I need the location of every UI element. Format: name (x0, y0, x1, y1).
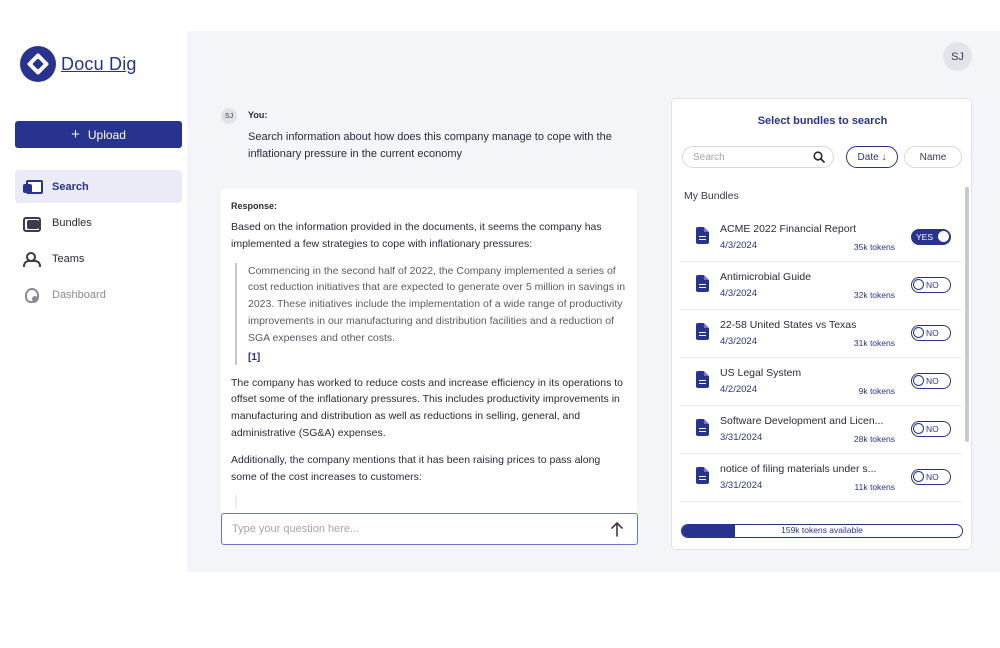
response-paragraph: Based on the information provided in the documents, it seems the company has implemented a few strategies to cope with inflationary pressures: (231, 221, 602, 250)
search-icon[interactable] (813, 151, 825, 163)
bundle-tokens: 32k tokens (853, 290, 895, 300)
sidebar-nav (15, 170, 182, 314)
section-label: My Bundles (684, 190, 739, 202)
sort-name-button[interactable]: Name (904, 146, 962, 168)
response-quote (235, 263, 627, 365)
bundle-tokens: 9k tokens (858, 386, 895, 396)
bundle-list (680, 214, 962, 502)
response-label: Response: (231, 201, 278, 211)
bundle-toggle[interactable] (911, 277, 951, 293)
question-speaker: You: (248, 110, 268, 120)
sidebar-item-label: Search (52, 180, 89, 193)
bundle-name: Software Development and Licen... (720, 415, 884, 427)
bundle-date: 4/3/2024 (720, 240, 757, 251)
bundle-row[interactable] (680, 214, 962, 262)
sort-date-button[interactable]: Date ↓ (846, 146, 898, 168)
search-icon (23, 180, 41, 194)
sidebar-item-bundles[interactable] (15, 206, 182, 239)
response-card (221, 189, 637, 514)
tokens-available-label: 159k tokens available (781, 525, 863, 535)
bundle-search-input[interactable] (693, 152, 803, 163)
bundle-name: US Legal System (720, 367, 802, 379)
sidebar-item-label: Bundles (52, 216, 92, 229)
bundle-date: 4/2/2024 (720, 384, 757, 395)
bundle-search-box[interactable] (682, 146, 834, 168)
bundle-row[interactable] (680, 358, 962, 406)
send-icon[interactable] (610, 521, 624, 537)
bundle-row[interactable] (680, 406, 962, 454)
bundle-toggle[interactable] (911, 229, 951, 245)
toggle-label: NO (926, 472, 939, 482)
toggle-label: NO (926, 280, 939, 290)
upload-button[interactable] (15, 121, 182, 148)
citation-link[interactable]: [1] (248, 351, 261, 363)
question-input-box[interactable] (221, 513, 638, 545)
plus-icon: + (71, 126, 80, 143)
document-icon (696, 227, 709, 244)
bundle-date: 3/31/2024 (720, 432, 763, 443)
bundle-name: ACME 2022 Financial Report (720, 223, 856, 235)
sidebar (0, 0, 187, 572)
bundle-name: Antimicrobial Guide (720, 271, 812, 283)
document-icon (696, 419, 709, 436)
bundle-tokens: 35k tokens (853, 242, 895, 252)
sidebar-item-teams[interactable] (15, 242, 182, 275)
bundle-toggle[interactable] (911, 373, 951, 389)
bundles-panel (671, 98, 972, 550)
toggle-label: NO (926, 424, 939, 434)
user-avatar[interactable]: SJ (943, 42, 972, 71)
bundle-toggle[interactable] (911, 421, 951, 437)
teams-icon (23, 252, 41, 266)
document-icon (696, 467, 709, 484)
tokens-progress-bar (681, 524, 963, 538)
toggle-label: NO (926, 328, 939, 338)
bundle-toggle[interactable] (911, 469, 951, 485)
document-icon (696, 371, 709, 388)
sidebar-item-search[interactable] (15, 170, 182, 203)
question-text: Search information about how does this company manage to cope with the inflationary pressure in the current economy (248, 131, 612, 160)
sidebar-item-label: Teams (52, 252, 85, 265)
response-paragraph: The company has worked to reduce costs and increase efficiency in its operations to offset some of the inflationary pressures. This includes productivity improvements in manufacturing and distribution as well as reductions in selling, general, and administrative (SG&A) expenses. (231, 376, 624, 439)
logo[interactable] (20, 46, 137, 82)
response-paragraph: Additionally, the company mentions that it has been raising prices to pass along some of the cost increases to customers: (231, 453, 601, 483)
toggle-label: YES (916, 232, 934, 242)
response-quote-faded (235, 495, 627, 509)
bundle-toggle[interactable] (911, 325, 951, 341)
bundle-row[interactable] (680, 310, 962, 358)
bundle-date: 4/3/2024 (720, 336, 757, 347)
document-icon (696, 323, 709, 340)
logo-icon (20, 46, 56, 82)
bundle-tokens: 28k tokens (853, 434, 895, 444)
bundle-date: 4/3/2024 (720, 288, 757, 299)
toggle-label: NO (926, 376, 939, 386)
quote-text: Commencing in the second half of 2022, the Company implemented a series of cost reduction initiatives that are expected to generate over 5 million in savings in 2023. These initiatives include the implementation of a wide range of productivity improvements in our manufacturing and distribution facilities and a reduction of SGA expenses and other costs. (248, 264, 626, 344)
bundle-name: 22-58 United States vs Texas (720, 319, 857, 331)
document-icon (696, 275, 709, 292)
dashboard-icon (23, 288, 41, 302)
sidebar-item-label: Dashboard (52, 288, 106, 301)
question-avatar: SJ (221, 108, 237, 124)
bundle-list-scrollbar[interactable] (965, 187, 969, 442)
bundle-tokens: 31k tokens (853, 338, 895, 348)
question-input[interactable] (232, 523, 592, 535)
upload-label: Upload (87, 127, 126, 142)
bundle-row[interactable] (680, 262, 962, 310)
bundle-name: notice of filing materials under s... (720, 463, 877, 475)
panel-title: Select bundles to search (757, 115, 888, 127)
bundle-date: 3/31/2024 (720, 480, 763, 491)
brand-name: Docu Dig (61, 53, 137, 74)
sidebar-item-dashboard[interactable] (15, 278, 182, 311)
bundles-icon (23, 216, 41, 230)
bundle-row[interactable] (680, 454, 962, 502)
bundle-tokens: 11k tokens (854, 482, 895, 492)
